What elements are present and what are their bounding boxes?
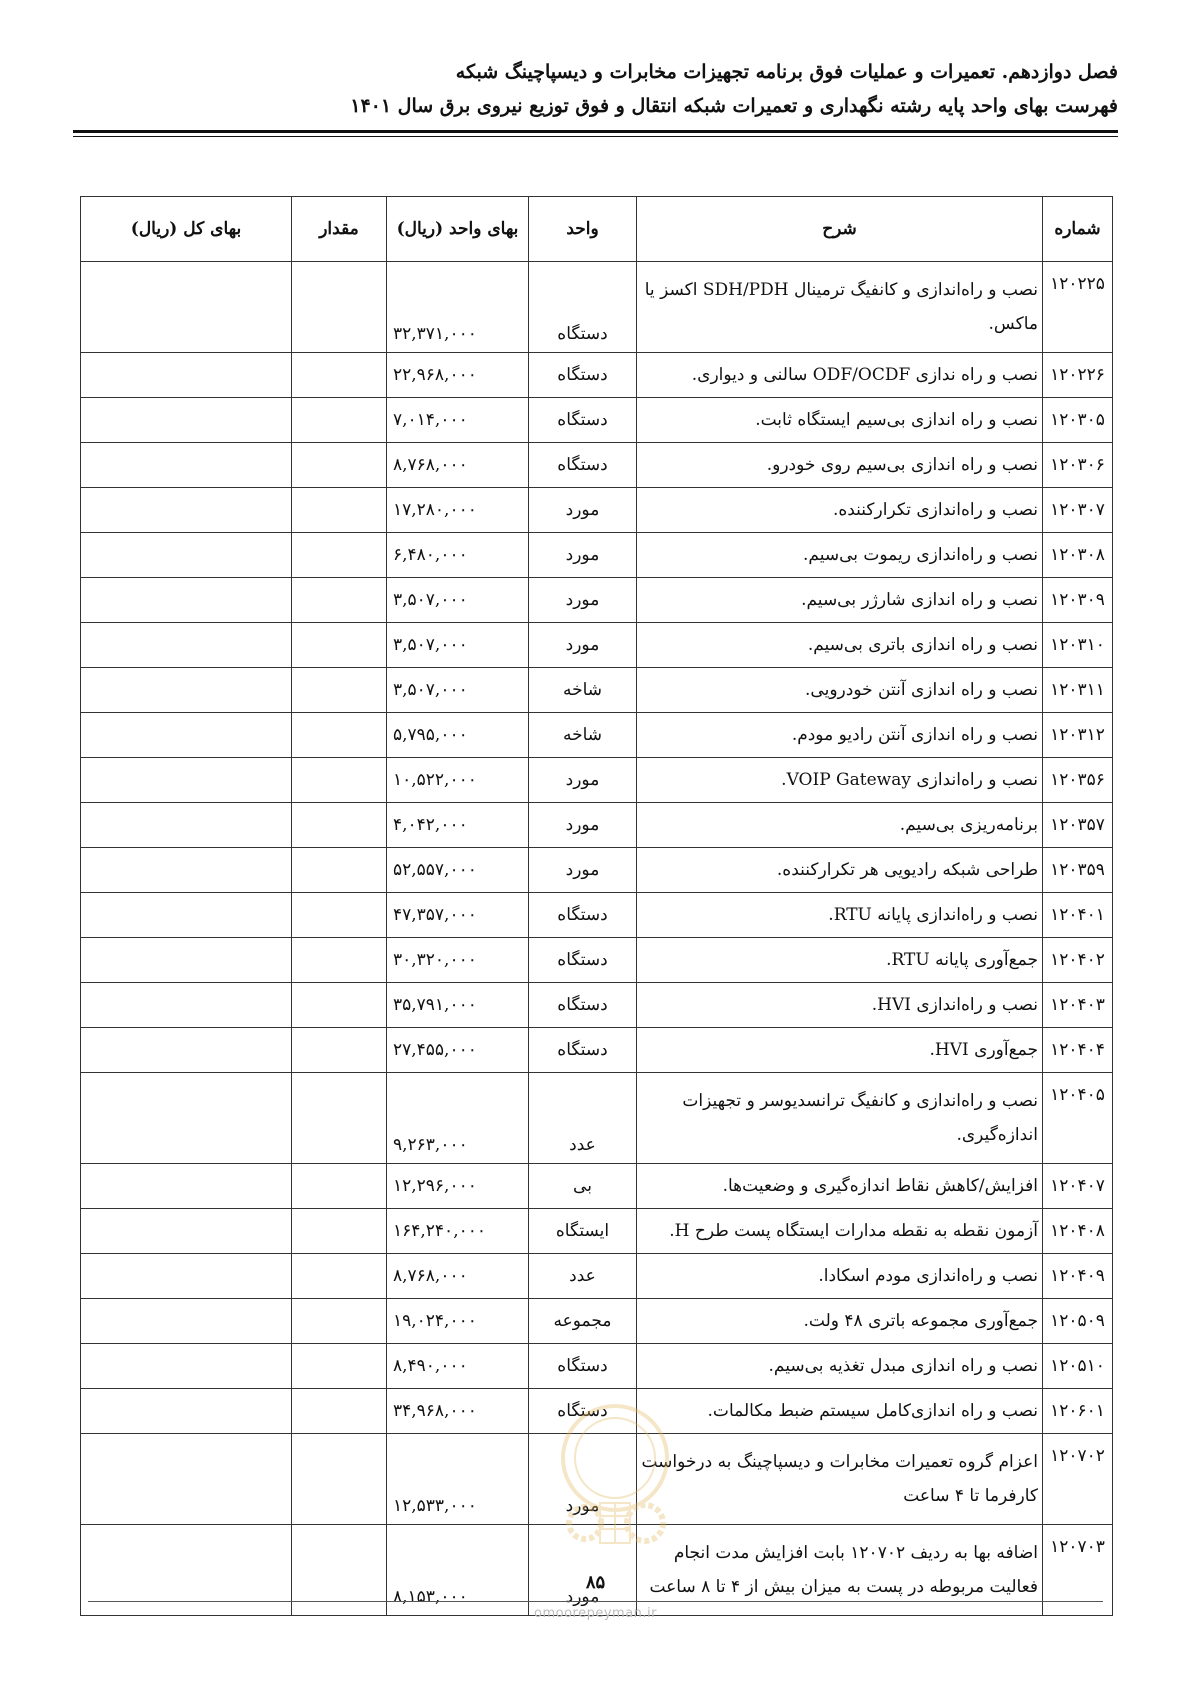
item-quantity[interactable] — [292, 1164, 387, 1209]
page-number: ۸۵ — [585, 1572, 606, 1593]
item-unit-price: ۴,۰۴۲,۰۰۰ — [387, 803, 529, 848]
item-unit-price: ۱۰,۵۲۲,۰۰۰ — [387, 758, 529, 803]
table-row — [81, 1209, 1113, 1254]
table-row — [81, 1164, 1113, 1209]
table-row — [81, 983, 1113, 1028]
table-row — [81, 848, 1113, 893]
item-code: ۱۲۰۴۰۴ — [1043, 1028, 1113, 1073]
item-description: برنامه‌ریزی بی‌سیم. — [637, 803, 1043, 848]
item-code: ۱۲۰۳۵۹ — [1043, 848, 1113, 893]
item-unit-price: ۸,۷۶۸,۰۰۰ — [387, 1254, 529, 1299]
table-row — [81, 803, 1113, 848]
item-description: نصب و راه‌اندازی پایانه RTU. — [637, 893, 1043, 938]
item-quantity[interactable] — [292, 1073, 387, 1164]
item-description: نصب و راه اندازی آنتن رادیو مودم. — [637, 713, 1043, 758]
item-quantity[interactable] — [292, 262, 387, 353]
item-description: نصب و راه اندازی مبدل تغذیه بی‌سیم. — [637, 1344, 1043, 1389]
item-quantity[interactable] — [292, 1389, 387, 1434]
item-unit-price: ۴۷,۳۵۷,۰۰۰ — [387, 893, 529, 938]
item-description: نصب و راه‌اندازی مودم اسکادا. — [637, 1254, 1043, 1299]
item-unit: شاخه — [529, 668, 637, 713]
item-code: ۱۲۰۳۰۶ — [1043, 443, 1113, 488]
table-row — [81, 353, 1113, 398]
item-quantity[interactable] — [292, 1299, 387, 1344]
item-code: ۱۲۰۳۰۷ — [1043, 488, 1113, 533]
table-row — [81, 1344, 1113, 1389]
item-unit: مورد — [529, 533, 637, 578]
table-row — [81, 262, 1113, 353]
item-description: آزمون نقطه به نقطه مدارات ایستگاه پست طرح H. — [637, 1209, 1043, 1254]
item-code: ۱۲۰۴۰۷ — [1043, 1164, 1113, 1209]
item-quantity[interactable] — [292, 578, 387, 623]
item-unit: دستگاه — [529, 938, 637, 983]
item-unit: مورد — [529, 803, 637, 848]
item-unit: دستگاه — [529, 262, 637, 353]
item-description: نصب و راه‌اندازی HVI. — [637, 983, 1043, 1028]
col-header-code: شماره — [1043, 197, 1113, 262]
item-total[interactable] — [81, 1344, 292, 1389]
table-row — [81, 1028, 1113, 1073]
item-unit-price: ۶,۴۸۰,۰۰۰ — [387, 533, 529, 578]
item-total[interactable] — [81, 488, 292, 533]
item-total[interactable] — [81, 443, 292, 488]
price-table-wrapper — [80, 196, 1112, 1616]
chapter-title: فصل دوازدهم. تعمیرات و عملیات فوق برنامه تجهیزات مخابرات و دیسپاچینگ شبکه — [455, 61, 1118, 83]
item-total[interactable] — [81, 758, 292, 803]
table-row — [81, 398, 1113, 443]
item-unit-price: ۱۹,۰۲۴,۰۰۰ — [387, 1299, 529, 1344]
item-unit: مورد — [529, 1525, 637, 1616]
item-quantity[interactable] — [292, 938, 387, 983]
item-total[interactable] — [81, 938, 292, 983]
item-code: ۱۲۰۳۱۰ — [1043, 623, 1113, 668]
item-code: ۱۲۰۳۰۹ — [1043, 578, 1113, 623]
item-unit-price: ۳۵,۷۹۱,۰۰۰ — [387, 983, 529, 1028]
header-rule-thick — [73, 130, 1118, 133]
item-total[interactable] — [81, 1434, 292, 1525]
table-row — [81, 758, 1113, 803]
item-description: نصب و راه ندازی ODF/OCDF سالنی و دیواری. — [637, 353, 1043, 398]
item-unit: ایستگاه — [529, 1209, 637, 1254]
item-unit-price: ۵۲,۵۵۷,۰۰۰ — [387, 848, 529, 893]
document-title: فهرست بهای واحد پایه رشته نگهداری و تعمیرات شبکه انتقال و فوق توزیع نیروی برق سال ۱۴۰۱ — [350, 95, 1118, 117]
item-total[interactable] — [81, 803, 292, 848]
table-row — [81, 1073, 1113, 1164]
item-code: ۱۲۰۳۰۸ — [1043, 533, 1113, 578]
item-code: ۱۲۰۴۰۹ — [1043, 1254, 1113, 1299]
item-total[interactable] — [81, 893, 292, 938]
item-unit: مورد — [529, 488, 637, 533]
table-row — [81, 488, 1113, 533]
item-quantity[interactable] — [292, 803, 387, 848]
item-total[interactable] — [81, 1209, 292, 1254]
item-description: طراحی شبکه رادیویی هر تکرارکننده. — [637, 848, 1043, 893]
item-unit: عدد — [529, 1073, 637, 1164]
item-total[interactable] — [81, 713, 292, 758]
item-code: ۱۲۰۳۰۵ — [1043, 398, 1113, 443]
item-unit-price: ۸,۱۵۳,۰۰۰ — [387, 1525, 529, 1616]
item-total[interactable] — [81, 578, 292, 623]
item-description: جمع‌آوری پایانه RTU. — [637, 938, 1043, 983]
item-total[interactable] — [81, 262, 292, 353]
item-quantity[interactable] — [292, 533, 387, 578]
item-unit-price: ۷,۰۱۴,۰۰۰ — [387, 398, 529, 443]
item-description: نصب و راه اندازی شارژر بی‌سیم. — [637, 578, 1043, 623]
item-quantity[interactable] — [292, 443, 387, 488]
item-unit: دستگاه — [529, 398, 637, 443]
col-header-total-price: بهای کل (ریال) — [81, 197, 292, 262]
item-code: ۱۲۰۷۰۲ — [1043, 1434, 1113, 1525]
item-total[interactable] — [81, 1299, 292, 1344]
item-total[interactable] — [81, 1254, 292, 1299]
table-row — [81, 533, 1113, 578]
item-quantity[interactable] — [292, 353, 387, 398]
table-row — [81, 443, 1113, 488]
price-table — [80, 196, 1113, 1616]
table-row — [81, 1389, 1113, 1434]
col-header-unit-price: بهای واحد (ریال) — [387, 197, 529, 262]
item-description: نصب و راه اندازی آنتن خودرویی. — [637, 668, 1043, 713]
item-total[interactable] — [81, 398, 292, 443]
item-unit: دستگاه — [529, 1344, 637, 1389]
item-unit: عدد — [529, 1254, 637, 1299]
item-unit-price: ۳۰,۳۲۰,۰۰۰ — [387, 938, 529, 983]
item-quantity[interactable] — [292, 1434, 387, 1525]
item-total[interactable] — [81, 668, 292, 713]
table-row — [81, 713, 1113, 758]
item-total[interactable] — [81, 1028, 292, 1073]
item-quantity[interactable] — [292, 848, 387, 893]
item-unit-price: ۳۲,۳۷۱,۰۰۰ — [387, 262, 529, 353]
item-code: ۱۲۰۳۵۷ — [1043, 803, 1113, 848]
item-quantity[interactable] — [292, 983, 387, 1028]
footer-rule — [88, 1601, 1103, 1602]
table-row — [81, 623, 1113, 668]
item-description: جمع‌آوری مجموعه باتری ۴۸ ولت. — [637, 1299, 1043, 1344]
header-rule-thin — [73, 136, 1118, 137]
item-quantity[interactable] — [292, 668, 387, 713]
item-unit-price: ۱۷,۲۸۰,۰۰۰ — [387, 488, 529, 533]
item-quantity[interactable] — [292, 1254, 387, 1299]
item-unit-price: ۳,۵۰۷,۰۰۰ — [387, 623, 529, 668]
item-unit-price: ۸,۴۹۰,۰۰۰ — [387, 1344, 529, 1389]
table-header-row — [81, 197, 1113, 262]
item-code: ۱۲۰۵۰۹ — [1043, 1299, 1113, 1344]
item-unit-price: ۳,۵۰۷,۰۰۰ — [387, 578, 529, 623]
item-unit-price: ۲۷,۴۵۵,۰۰۰ — [387, 1028, 529, 1073]
item-quantity[interactable] — [292, 488, 387, 533]
item-quantity[interactable] — [292, 1209, 387, 1254]
item-quantity[interactable] — [292, 1344, 387, 1389]
item-code: ۱۲۰۴۰۸ — [1043, 1209, 1113, 1254]
item-description: اضافه بها به ردیف ۱۲۰۷۰۲ بابت افزایش مدت انجام فعالیت مربوطه در پست به میزان بیش از ۴ تا ۸ ساعت — [637, 1525, 1043, 1616]
item-unit-price: ۵,۷۹۵,۰۰۰ — [387, 713, 529, 758]
col-header-quantity: مقدار — [292, 197, 387, 262]
item-code: ۱۲۰۴۰۳ — [1043, 983, 1113, 1028]
item-unit-price: ۹,۲۶۳,۰۰۰ — [387, 1073, 529, 1164]
item-unit: شاخه — [529, 713, 637, 758]
item-description: نصب و راه اندازی بی‌سیم روی خودرو. — [637, 443, 1043, 488]
item-total[interactable] — [81, 623, 292, 668]
item-description: افزایش/کاهش نقاط اندازه‌گیری و وضعیت‌ها. — [637, 1164, 1043, 1209]
item-unit: دستگاه — [529, 983, 637, 1028]
item-unit-price: ۲۲,۹۶۸,۰۰۰ — [387, 353, 529, 398]
item-code: ۱۲۰۲۲۵ — [1043, 262, 1113, 353]
item-code: ۱۲۰۳۱۱ — [1043, 668, 1113, 713]
item-description: نصب و راه‌اندازی و کانفیگ ترانسدیوسر و تجهیزات اندازه‌گیری. — [637, 1073, 1043, 1164]
item-description: اعزام گروه تعمیرات مخابرات و دیسپاچینگ به درخواست کارفرما تا ۴ ساعت — [637, 1434, 1043, 1525]
item-unit-price: ۳۴,۹۶۸,۰۰۰ — [387, 1389, 529, 1434]
item-unit-price: ۱۲,۲۹۶,۰۰۰ — [387, 1164, 529, 1209]
item-unit: دستگاه — [529, 443, 637, 488]
item-quantity[interactable] — [292, 398, 387, 443]
item-quantity[interactable] — [292, 713, 387, 758]
item-description: نصب و راه‌اندازی و کانفیگ ترمینال SDH/PDH اکسز یا ماکس. — [637, 262, 1043, 353]
table-row — [81, 668, 1113, 713]
item-total[interactable] — [81, 1164, 292, 1209]
item-unit: مورد — [529, 623, 637, 668]
table-row — [81, 893, 1113, 938]
item-code: ۱۲۰۴۰۲ — [1043, 938, 1113, 983]
item-unit: دستگاه — [529, 353, 637, 398]
table-row — [81, 1434, 1113, 1525]
col-header-description: شرح — [637, 197, 1043, 262]
item-total[interactable] — [81, 353, 292, 398]
item-total[interactable] — [81, 1389, 292, 1434]
item-code: ۱۲۰۴۰۱ — [1043, 893, 1113, 938]
item-total[interactable] — [81, 1073, 292, 1164]
item-description: نصب و راه اندازی‌کامل سیستم ضبط مکالمات. — [637, 1389, 1043, 1434]
col-header-unit: واحد — [529, 197, 637, 262]
watermark-url: omoorepeyman.ir — [534, 1606, 657, 1621]
item-code: ۱۲۰۲۲۶ — [1043, 353, 1113, 398]
table-row — [81, 938, 1113, 983]
item-unit: دستگاه — [529, 1028, 637, 1073]
table-row — [81, 578, 1113, 623]
item-unit-price: ۸,۷۶۸,۰۰۰ — [387, 443, 529, 488]
item-code: ۱۲۰۷۰۳ — [1043, 1525, 1113, 1616]
item-description: نصب و راه‌اندازی تکرارکننده. — [637, 488, 1043, 533]
item-description: نصب و راه‌اندازی ریموت بی‌سیم. — [637, 533, 1043, 578]
item-unit: بی — [529, 1164, 637, 1209]
item-description: نصب و راه اندازی باتری بی‌سیم. — [637, 623, 1043, 668]
item-unit: مورد — [529, 758, 637, 803]
item-quantity[interactable] — [292, 623, 387, 668]
item-unit: دستگاه — [529, 893, 637, 938]
table-row — [81, 1299, 1113, 1344]
item-code: ۱۲۰۴۰۵ — [1043, 1073, 1113, 1164]
item-total[interactable] — [81, 848, 292, 893]
item-unit: مورد — [529, 848, 637, 893]
item-quantity[interactable] — [292, 1028, 387, 1073]
item-quantity[interactable] — [292, 893, 387, 938]
item-description: جمع‌آوری HVI. — [637, 1028, 1043, 1073]
page-header — [73, 58, 1118, 120]
item-code: ۱۲۰۳۱۲ — [1043, 713, 1113, 758]
item-unit: مورد — [529, 578, 637, 623]
item-unit: مورد — [529, 1434, 637, 1525]
item-unit-price: ۱۶۴,۲۴۰,۰۰۰ — [387, 1209, 529, 1254]
item-total[interactable] — [81, 533, 292, 578]
item-unit-price: ۱۲,۵۳۳,۰۰۰ — [387, 1434, 529, 1525]
item-unit-price: ۳,۵۰۷,۰۰۰ — [387, 668, 529, 713]
item-description: نصب و راه‌اندازی VOIP Gateway. — [637, 758, 1043, 803]
item-total[interactable] — [81, 983, 292, 1028]
item-code: ۱۲۰۳۵۶ — [1043, 758, 1113, 803]
item-code: ۱۲۰۵۱۰ — [1043, 1344, 1113, 1389]
item-unit: دستگاه — [529, 1389, 637, 1434]
table-row — [81, 1254, 1113, 1299]
item-description: نصب و راه اندازی بی‌سیم ایستگاه ثابت. — [637, 398, 1043, 443]
item-code: ۱۲۰۶۰۱ — [1043, 1389, 1113, 1434]
item-quantity[interactable] — [292, 758, 387, 803]
item-unit: مجموعه — [529, 1299, 637, 1344]
